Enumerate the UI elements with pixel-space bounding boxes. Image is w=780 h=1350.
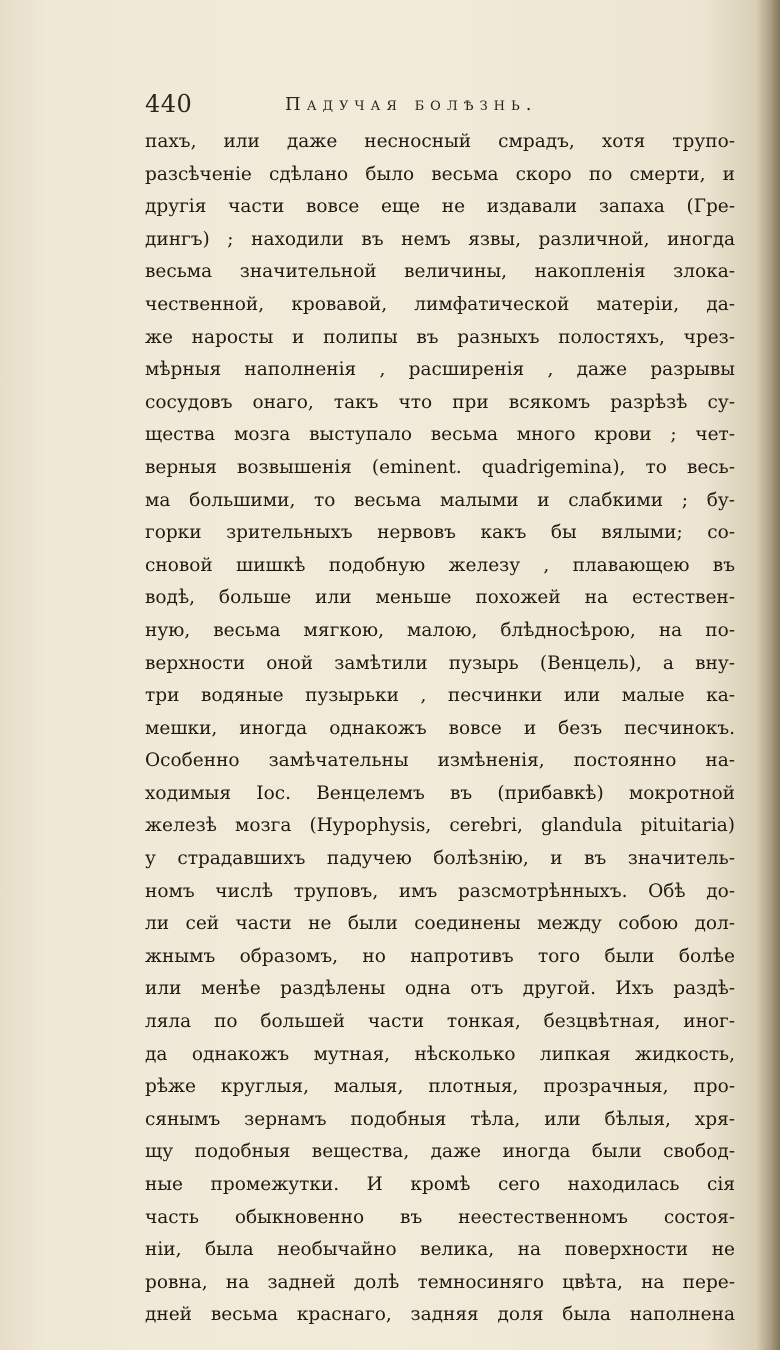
- text-line: у страдавшихъ падучею болѣзнію, и въ значитель-: [145, 848, 735, 870]
- text-line: жнымъ образомъ, но напротивъ того были болѣе: [145, 945, 735, 967]
- text-line: да однакожъ мутная, нѣсколько липкая жидкость,: [145, 1043, 735, 1065]
- text-line: ляла по большей части тонкая, безцвѣтная, иног-: [145, 1011, 735, 1033]
- text-line: сновой шишкѣ подобную железу , плавающею въ: [145, 554, 735, 576]
- text-line: мешки, иногда однакожъ вовсе и безъ песчинокъ.: [145, 717, 735, 739]
- text-line: ровна, на задней долѣ темносиняго цвѣта, на пере-: [145, 1271, 735, 1293]
- text-line: железѣ мозга (Hypophysis, cerebri, glandula pituitaria): [145, 815, 735, 837]
- text-line: горки зрительныхъ нервовъ какъ бы вялыми; со-: [145, 522, 735, 544]
- text-line: верныя возвышенія (eminent. quadrigemina), то весь-: [145, 456, 735, 478]
- page-edge-shadow: [756, 0, 780, 1350]
- text-line: пахъ, или даже несносный смрадъ, хотя трупо-: [145, 131, 735, 152]
- text-line: весьма значительной величины, накопленія злока-: [145, 261, 735, 283]
- text-line: или менѣе раздѣлены одна отъ другой. Ихъ раздѣ-: [145, 978, 735, 1000]
- text-line: чественной, кровавой, лимфатической матеріи, да-: [145, 293, 735, 315]
- text-line: дингъ) ; находили въ немъ язвы, различной, иногда: [145, 228, 735, 250]
- page-header: [145, 88, 735, 122]
- text-line: рѣже круглыя, малыя, плотныя, прозрачныя, про-: [145, 1076, 735, 1098]
- text-line: мѣрныя наполненія , расширенія , даже разрывы: [145, 359, 735, 381]
- text-line: дней весьма краснаго, задняя доля была наполнена: [145, 1304, 735, 1326]
- text-line: верхности оной замѣтили пузырь (Венцель), а вну-: [145, 652, 735, 674]
- text-line: ніи, была необычайно велика, на поверхности не: [145, 1239, 735, 1261]
- text-line: три водяные пузырьки , песчинки или малые ка-: [145, 685, 735, 707]
- text-line: ные промежутки. И кромѣ сего находилась сія: [145, 1174, 735, 1195]
- body-text: [145, 126, 735, 1332]
- text-line: сосудовъ онаго, такъ что при всякомъ разрѣзѣ су-: [145, 391, 735, 413]
- running-title: Падучая болѣзнь.: [285, 94, 538, 115]
- text-line: водѣ, больше или меньше похожей на естествен-: [145, 587, 735, 609]
- text-line: ную, весьма мягкою, малою, блѣдносѣрою, на по-: [145, 619, 735, 641]
- text-line: Особенно замѣчательны измѣненія, постоянно на-: [145, 750, 735, 772]
- text-line: ма большими, то весьма малыми и слабкими ; бу-: [145, 489, 735, 511]
- text-line: другія части вовсе еще не издавали запаха (Гре-: [145, 196, 735, 218]
- text-line: сянымъ зернамъ подобныя тѣла, или бѣлыя, хря-: [145, 1108, 735, 1130]
- text-line: ходимыя Іос. Венцелемъ въ (прибавкѣ) мокротной: [145, 782, 735, 804]
- page-number: 440: [145, 90, 193, 118]
- text-line: же наросты и полипы въ разныхъ полостяхъ, чрез-: [145, 326, 735, 348]
- text-line: ли сей части не были соединены между собою дол-: [145, 913, 735, 935]
- text-line: разсѣченіе сдѣлано было весьма скоро по смерти, и: [145, 163, 735, 185]
- text-line: щества мозга выступало весьма много крови ; чет-: [145, 424, 735, 446]
- text-line: часть обыкновенно въ неестественномъ состоя-: [145, 1206, 735, 1228]
- text-line: щу подобныя вещества, даже иногда были свобод-: [145, 1141, 735, 1163]
- text-line: номъ числѣ труповъ, имъ разсмотрѣнныхъ. Обѣ до-: [145, 880, 735, 902]
